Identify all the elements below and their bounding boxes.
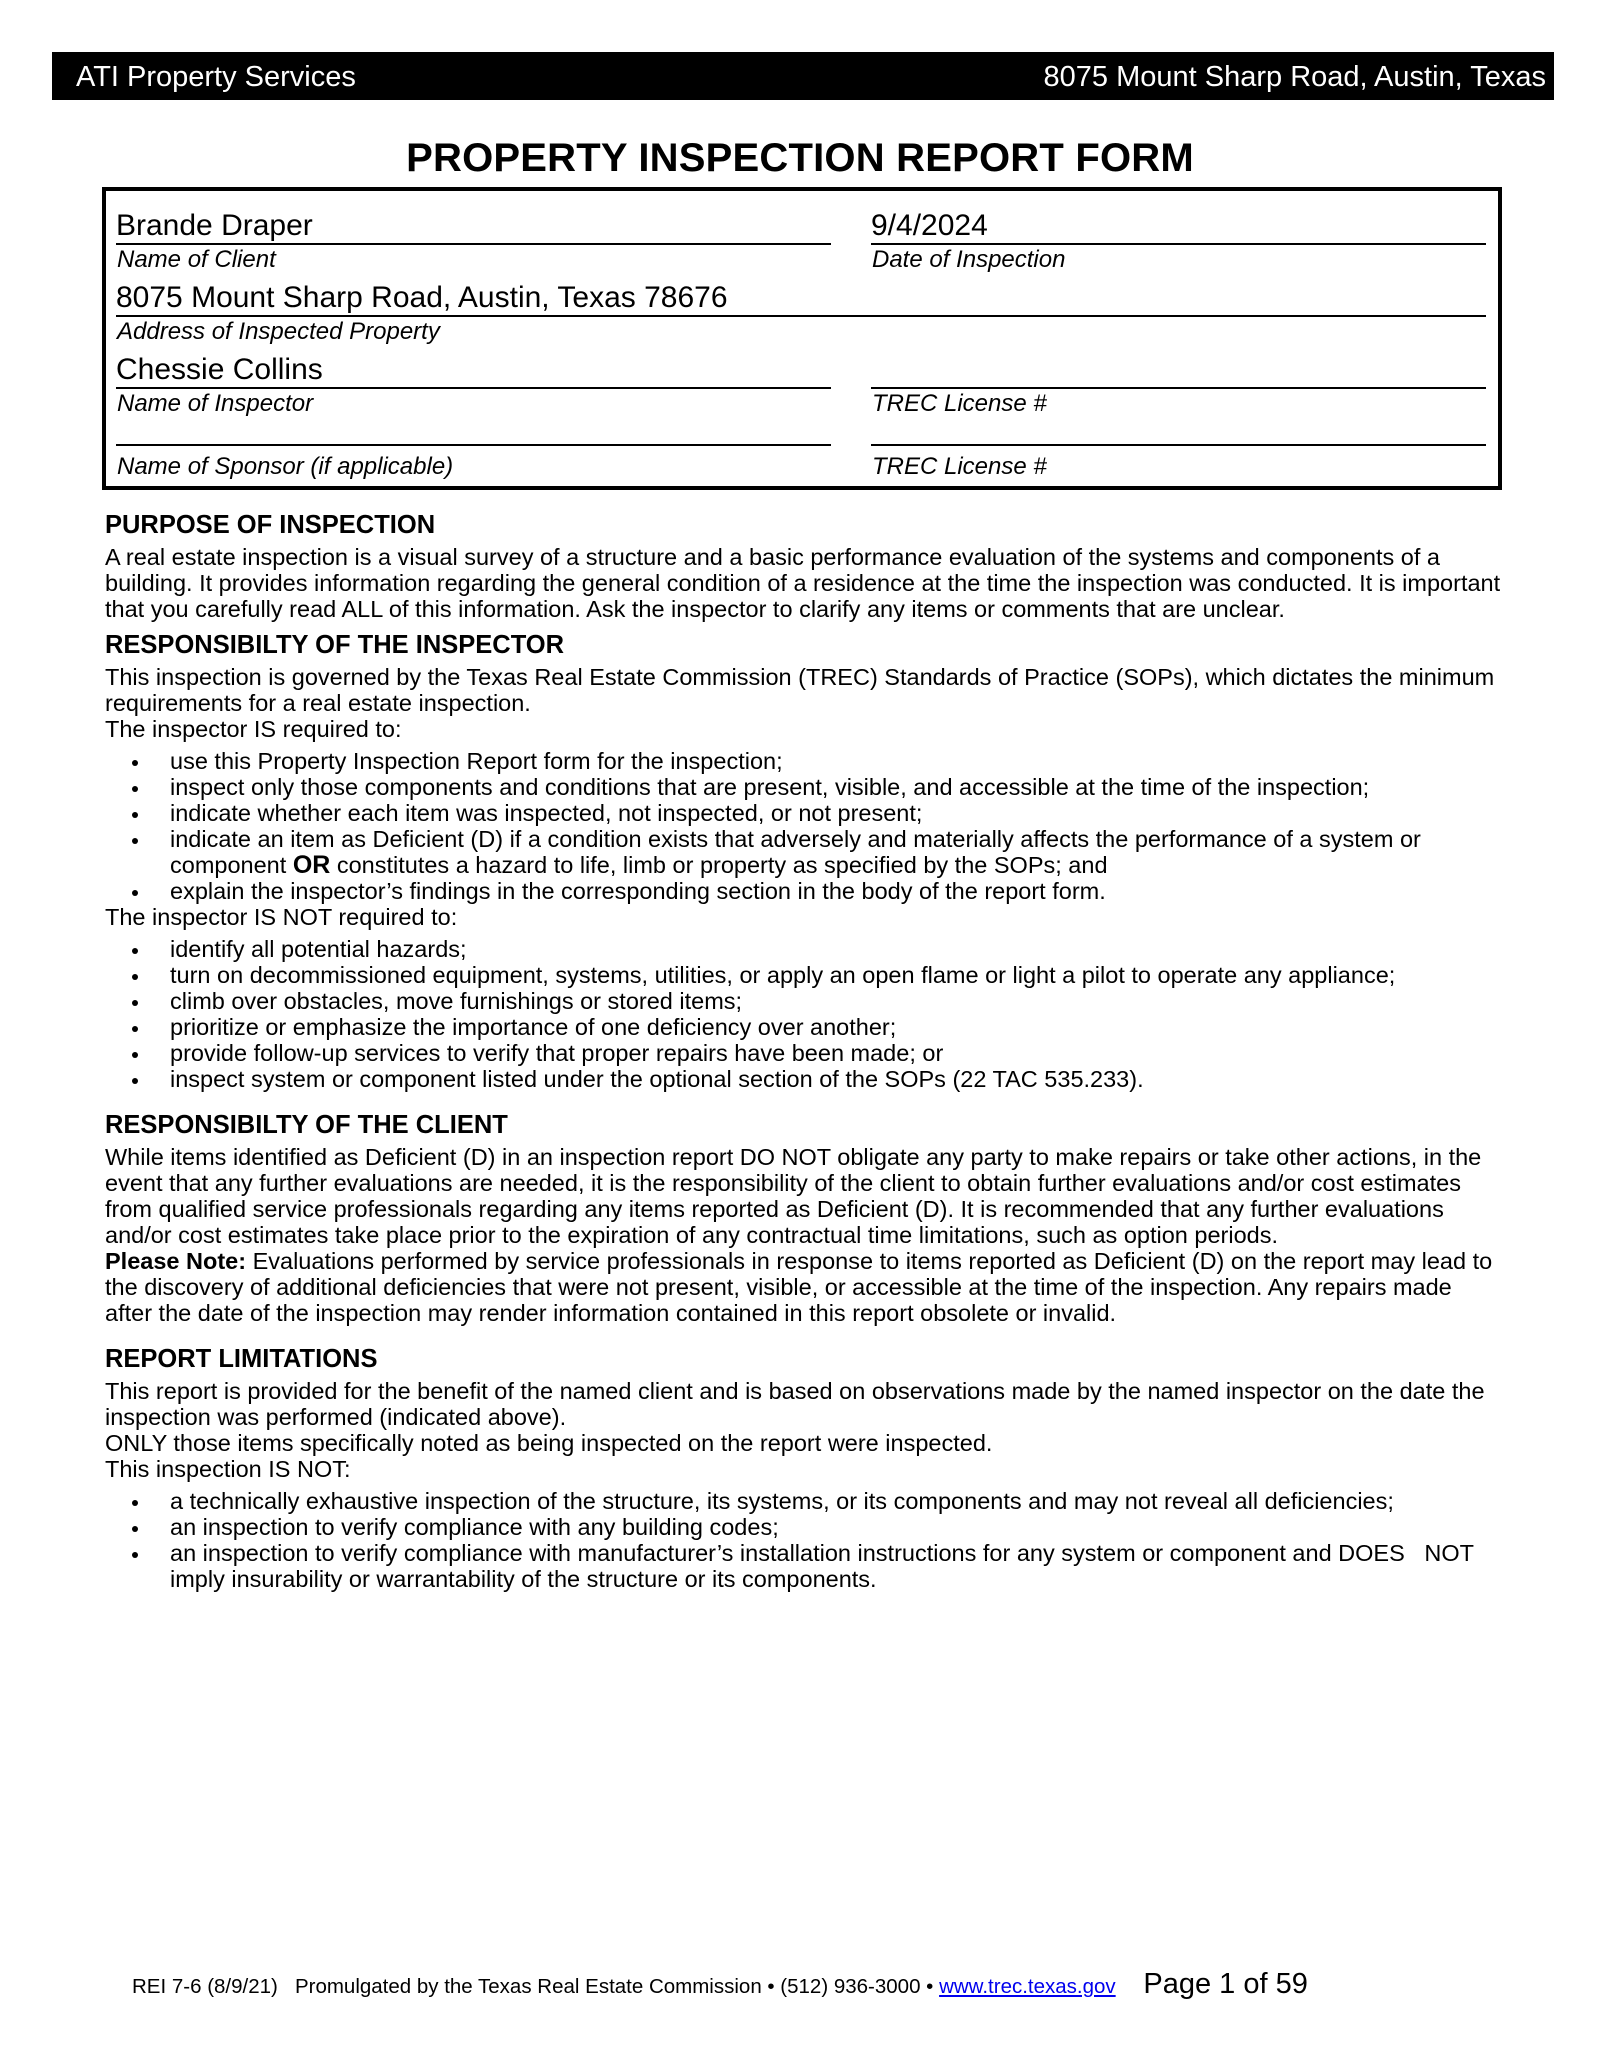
list-item: indicate whether each item was inspected, not inspected, or not present;: [105, 800, 1505, 826]
page-number: Page 1 of 59: [1143, 1968, 1308, 2000]
list-item: explain the inspector’s findings in the corresponding section in the body of the report form.: [105, 878, 1505, 904]
inspector-license-line: [871, 387, 1486, 389]
not-required-intro: The inspector IS NOT required to:: [105, 904, 458, 930]
client-name-label: Name of Client: [117, 246, 276, 273]
client-responsibility-text: While items identified as Deficient (D) in an inspection report DO NOT obligate any party to make repairs or take other actions, in the event that any further evaluations are needed, it is the responsibility of the client to obtain further evaluations and/or cost estimates from qualified service professionals regarding any items reported as Deficient (D). It is recommended that any further evaluations and/or cost estimates take place prior to the expiration of any contractual time limitations, such as option periods.: [105, 1144, 1482, 1248]
report-limitations-section: [105, 1344, 1505, 1592]
list-item: prioritize or emphasize the importance of one deficiency over another;: [105, 1014, 1505, 1040]
list-item: identify all potential hazards;: [105, 936, 1505, 962]
sponsor-license-line: [871, 444, 1486, 446]
form-id: REI 7-6 (8/9/21): [132, 1975, 278, 1998]
property-address-line: [116, 315, 1486, 317]
header-bar: [52, 52, 1554, 100]
inspection-date-value: 9/4/2024: [871, 209, 988, 242]
company-address: 8075 Mount Sharp Road, Austin, Texas: [1043, 61, 1546, 93]
inspector-responsibility-text: This inspection is governed by the Texas Real Estate Commission (TREC) Standards of Practice (SOPs), which dictates the minimum requirements for a real estate inspection.: [105, 664, 1495, 716]
list-item: an inspection to verify compliance with manufacturer’s installation instructions for any system or component and DOES NOT imply insurability or warrantability of the structure or its components.: [105, 1540, 1505, 1592]
limitations-text-2: ONLY those items specifically noted as being inspected on the report were inspected.: [105, 1430, 993, 1456]
client-name-value: Brande Draper: [116, 209, 313, 242]
page-title: PROPERTY INSPECTION REPORT FORM: [406, 136, 1194, 180]
please-note-paragraph: [105, 1248, 1505, 1326]
inspection-date-label: Date of Inspection: [872, 246, 1066, 273]
inspector-responsibility-section: [105, 630, 1505, 1092]
please-note-text: Evaluations performed by service professionals in response to items reported as Deficient (D) on the report may lead to the discovery of additional deficiencies that were not present, visible, or accessible at the time of the inspection. Any repairs made after the date of the inspection may render information contained in this report obsolete or invalid.: [105, 1248, 1493, 1326]
not-required-list: [105, 936, 1505, 1092]
property-address-value: 8075 Mount Sharp Road, Austin, Texas 78676: [116, 281, 728, 314]
list-item: a technically exhaustive inspection of the structure, its systems, or its components and may not reveal all deficiencies;: [105, 1488, 1505, 1514]
inspector-name-line: [116, 387, 831, 389]
purpose-section: [105, 510, 1505, 622]
please-note-label: Please Note:: [105, 1248, 247, 1274]
deficient-item-text-cont: constitutes a hazard to life, limb or property as specified by the SOPs; and: [336, 852, 1108, 878]
deficient-item-text: indicate an item as Deficient (D) if a condition exists that adversely and materially affects the performance of a system or component: [170, 826, 1421, 878]
company-name: ATI Property Services: [76, 61, 356, 93]
report-body: [105, 510, 1505, 1592]
list-item: [105, 826, 1505, 878]
trec-website-link[interactable]: www.trec.texas.gov: [939, 1975, 1116, 1998]
required-list: [105, 748, 1505, 904]
client-responsibility-section: [105, 1110, 1505, 1326]
sponsor-name-label: Name of Sponsor (if applicable): [117, 453, 454, 480]
list-item: provide follow-up services to verify that proper repairs have been made; or: [105, 1040, 1505, 1066]
client-responsibility-heading: RESPONSIBILTY OF THE CLIENT: [105, 1111, 508, 1139]
page-footer: [132, 1968, 1308, 2001]
inspection-date-line: [871, 243, 1486, 245]
property-address-label: Address of Inspected Property: [117, 318, 440, 345]
inspector-license-label: TREC License #: [872, 390, 1047, 417]
list-item: inspect system or component listed under the optional section of the SOPs (22 TAC 535.233).: [105, 1066, 1505, 1092]
inspection-info-box: [102, 187, 1502, 490]
list-item: use this Property Inspection Report form for the inspection;: [105, 748, 1505, 774]
limitations-text-1: This report is provided for the benefit of the named client and is based on observations made by the named inspector on the date the inspection was performed (indicated above).: [105, 1378, 1485, 1430]
list-item: turn on decommissioned equipment, systems, utilities, or apply an open flame or light a pilot to operate any appliance;: [105, 962, 1505, 988]
or-emphasis: OR: [292, 851, 331, 879]
client-name-line: [116, 243, 831, 245]
report-limitations-heading: REPORT LIMITATIONS: [105, 1345, 378, 1373]
inspector-responsibility-heading: RESPONSIBILTY OF THE INSPECTOR: [105, 631, 565, 659]
not-list: [105, 1488, 1505, 1592]
sponsor-license-label: TREC License #: [872, 453, 1047, 480]
purpose-text: A real estate inspection is a visual survey of a structure and a basic performance evaluation of the systems and components of a building. It provides information regarding the general condition of a residence at the time the inspection was conducted. It is important that you carefully read ALL of this information. Ask the inspector to clarify any items or comments that are unclear.: [105, 544, 1501, 622]
sponsor-name-line: [116, 444, 831, 446]
list-item: inspect only those components and conditions that are present, visible, and accessible at the time of the inspection;: [105, 774, 1505, 800]
list-item: climb over obstacles, move furnishings or stored items;: [105, 988, 1505, 1014]
required-intro: The inspector IS required to:: [105, 716, 402, 742]
not-intro: This inspection IS NOT:: [105, 1456, 351, 1482]
promulgated-text: Promulgated by the Texas Real Estate Commission • (512) 936-3000 •: [294, 1975, 934, 1998]
purpose-heading: PURPOSE OF INSPECTION: [105, 511, 436, 539]
list-item: an inspection to verify compliance with any building codes;: [105, 1514, 1505, 1540]
inspector-name-value: Chessie Collins: [116, 353, 323, 386]
inspector-name-label: Name of Inspector: [117, 390, 314, 417]
